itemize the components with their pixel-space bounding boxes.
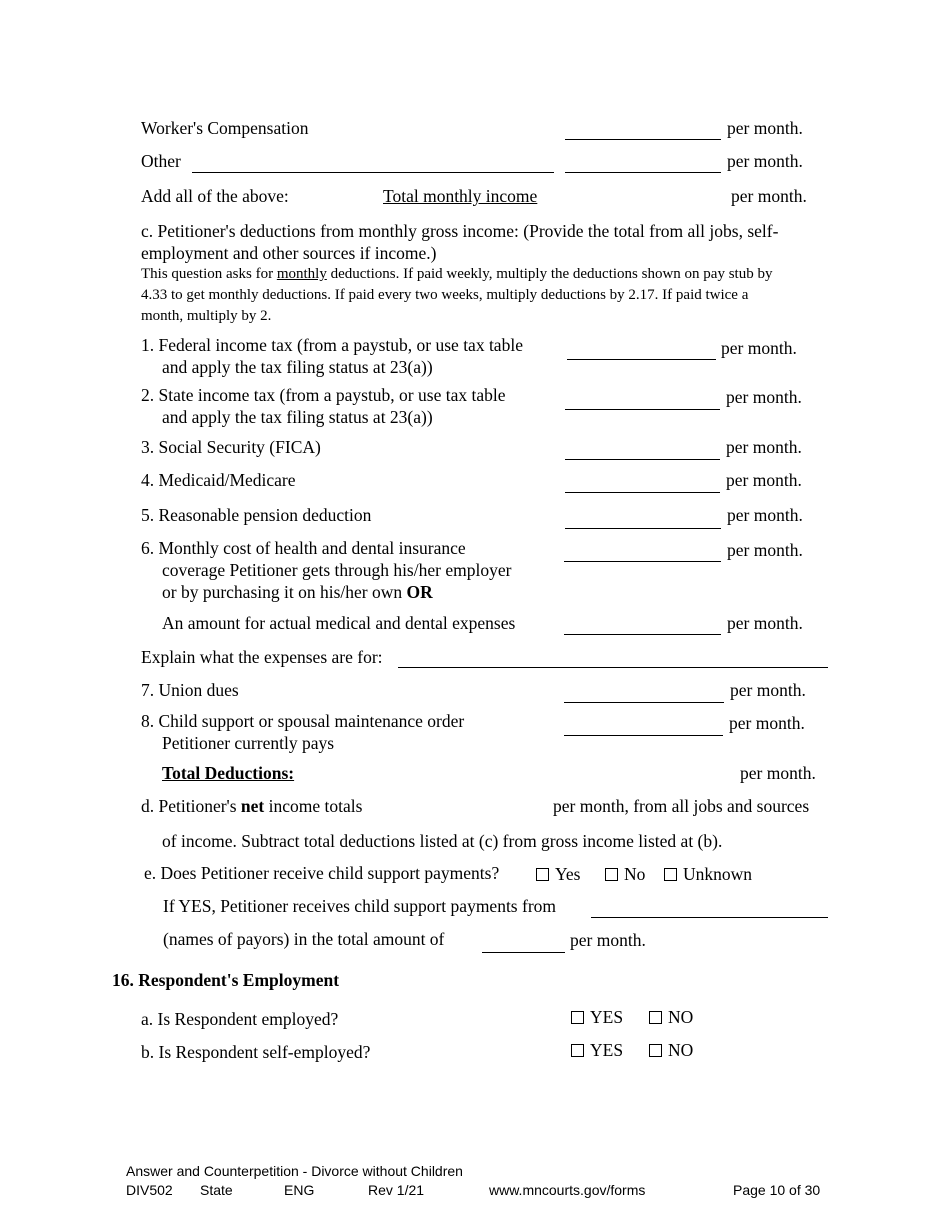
explain-expenses-label: Explain what the expenses are for: [141, 647, 383, 667]
footer-title: Answer and Counterpetition - Divorce without Children [126, 1163, 463, 1179]
workers-comp-label: Worker's Compensation [141, 118, 309, 138]
deduction-5-label: 5. Reasonable pension deduction [141, 505, 372, 525]
respondent-self-employed-question: b. Is Respondent self-employed? [141, 1042, 371, 1062]
other-income-amount-field[interactable] [565, 172, 721, 173]
deduction-1-unit: per month. [721, 338, 797, 358]
union-dues-field[interactable] [564, 702, 724, 703]
total-income-unit: per month. [731, 186, 807, 206]
workers-comp-field[interactable] [565, 139, 721, 140]
footer-revision: Rev 1/21 [368, 1182, 425, 1198]
other-income-label: Other [141, 151, 181, 171]
total-deductions-label: Total Deductions: [162, 763, 295, 783]
deduction-8-line-2: Petitioner currently pays [162, 733, 335, 753]
deduction-7-unit: per month. [730, 680, 806, 700]
medicare-field[interactable] [565, 492, 720, 493]
section-d-line-2: of income. Subtract total deductions listed at (c) from gross income listed at (b). [162, 831, 723, 851]
payors-amount-field[interactable] [482, 952, 565, 953]
employed-no[interactable]: NO [649, 1006, 693, 1028]
deduction-3-unit: per month. [726, 437, 802, 457]
insurance-field[interactable] [564, 561, 721, 562]
deduction-2-line-2: and apply the tax filing status at 23(a)) [162, 407, 433, 427]
option-no[interactable]: No [605, 863, 645, 885]
section-d-label: d. Petitioner's net income totals [141, 796, 363, 816]
option-unknown[interactable]: Unknown [664, 863, 752, 885]
section-c-heading-1: c. Petitioner's deductions from monthly gross income: (Provide the total from all jobs, self- [141, 221, 779, 241]
footer-page-number: Page 10 of 30 [733, 1182, 821, 1198]
add-all-label: Add all of the above: [141, 186, 289, 206]
footer-language: ENG [284, 1182, 315, 1198]
explain-expenses-field[interactable] [398, 667, 828, 668]
checkbox-icon[interactable] [649, 1011, 662, 1024]
section-c-note-2: 4.33 to get monthly deductions. If paid every two weeks, multiply deductions by 2.17. If paid twice a [141, 287, 749, 303]
total-monthly-income-label: Total monthly income [383, 186, 538, 206]
footer-form-id: DIV502 [126, 1182, 173, 1198]
deduction-6-line-3: or by purchasing it on his/her own OR [162, 582, 433, 602]
footer-state: State [200, 1182, 233, 1198]
payors-amount-unit: per month. [570, 930, 646, 950]
payors-field[interactable] [591, 917, 828, 918]
workers-comp-unit: per month. [727, 118, 803, 138]
employed-yes[interactable]: YES [571, 1006, 623, 1028]
payors-amount-label: (names of payors) in the total amount of [163, 929, 445, 949]
medical-expenses-field[interactable] [564, 634, 721, 635]
section-e-question: e. Does Petitioner receive child support payments? [144, 863, 500, 883]
checkbox-icon[interactable] [571, 1044, 584, 1057]
footer-url[interactable]: www.mncourts.gov/forms [489, 1182, 646, 1198]
section-d-right: per month, from all jobs and sources [553, 796, 810, 816]
self-employed-yes[interactable]: YES [571, 1039, 623, 1061]
deduction-6-line-2: coverage Petitioner gets through his/her employer [162, 560, 512, 580]
deduction-4-unit: per month. [726, 470, 802, 490]
checkbox-icon[interactable] [571, 1011, 584, 1024]
section-c-note-1: This question asks for monthly deductions. If paid weekly, multiply the deductions shown on pay stub by [141, 266, 773, 282]
checkbox-icon[interactable] [536, 868, 549, 881]
child-support-paid-field[interactable] [564, 735, 723, 736]
deduction-7-label: 7. Union dues [141, 680, 239, 700]
fica-field[interactable] [565, 459, 720, 460]
respondent-employed-question: a. Is Respondent employed? [141, 1009, 339, 1029]
medical-expenses-label: An amount for actual medical and dental expenses [162, 613, 516, 633]
other-income-description-field[interactable] [192, 172, 554, 173]
other-income-unit: per month. [727, 151, 803, 171]
checkbox-icon[interactable] [664, 868, 677, 881]
section-c-heading-2: employment and other sources if income.) [141, 243, 437, 263]
deduction-8-unit: per month. [729, 713, 805, 733]
if-yes-label: If YES, Petitioner receives child support payments from [163, 896, 557, 916]
deduction-3-label: 3. Social Security (FICA) [141, 437, 321, 457]
checkbox-icon[interactable] [605, 868, 618, 881]
deduction-8-line-1: 8. Child support or spousal maintenance order [141, 711, 465, 731]
option-yes[interactable]: Yes [536, 863, 580, 885]
federal-tax-field[interactable] [567, 359, 716, 360]
deduction-2-unit: per month. [726, 387, 802, 407]
deduction-1-line-2: and apply the tax filing status at 23(a)) [162, 357, 433, 377]
total-deductions-unit: per month. [740, 763, 816, 783]
section-c-note-3: month, multiply by 2. [141, 308, 272, 324]
state-tax-field[interactable] [565, 409, 720, 410]
deduction-6-line-1: 6. Monthly cost of health and dental insurance [141, 538, 466, 558]
deduction-1-line-1: 1. Federal income tax (from a paystub, or use tax table [141, 335, 523, 355]
medical-expenses-unit: per month. [727, 613, 803, 633]
deduction-5-unit: per month. [727, 505, 803, 525]
checkbox-icon[interactable] [649, 1044, 662, 1057]
pension-field[interactable] [565, 528, 721, 529]
deduction-4-label: 4. Medicaid/Medicare [141, 470, 296, 490]
self-employed-no[interactable]: NO [649, 1039, 693, 1061]
deduction-2-line-1: 2. State income tax (from a paystub, or use tax table [141, 385, 506, 405]
deduction-6-unit: per month. [727, 540, 803, 560]
section-16-heading: 16. Respondent's Employment [112, 970, 340, 990]
